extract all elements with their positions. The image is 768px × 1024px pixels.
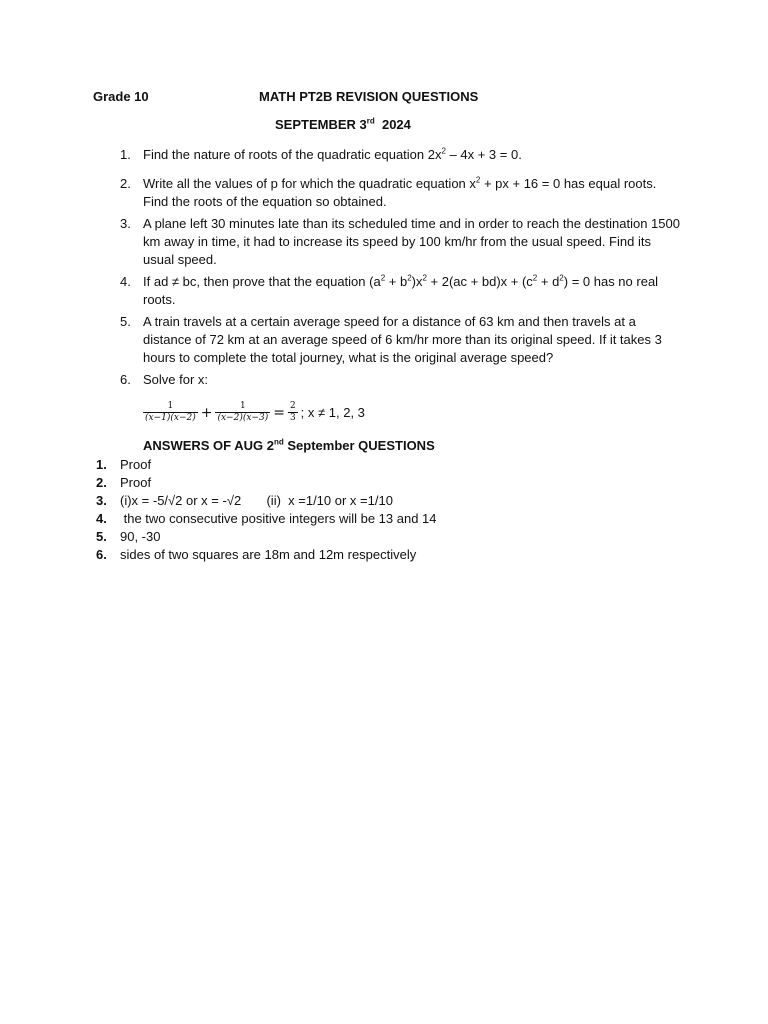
answer-text: Proof bbox=[120, 457, 152, 472]
fraction-denominator: (x−1)(x−2) bbox=[145, 413, 196, 423]
date-superscript: rd bbox=[366, 116, 375, 126]
question-text-part: If ad ≠ bc, then prove that the equation (a bbox=[143, 274, 381, 289]
date-suffix: 2024 bbox=[374, 117, 411, 132]
document-title: MATH PT2B REVISION QUESTIONS bbox=[259, 89, 479, 104]
answers-heading bbox=[143, 438, 435, 453]
question-text-part: – 4x + 3 = 0. bbox=[445, 147, 522, 162]
fraction-numerator: 1 bbox=[167, 401, 174, 411]
question-text bbox=[143, 273, 680, 309]
question-text-part: ) = 0 has no real roots. bbox=[143, 274, 659, 307]
fraction-3 bbox=[288, 401, 298, 424]
superscript: 2 bbox=[475, 175, 481, 185]
fraction-1 bbox=[143, 401, 198, 424]
superscript: 2 bbox=[559, 273, 564, 283]
question-text-part: + b bbox=[385, 274, 408, 289]
equation bbox=[143, 401, 365, 424]
answer-number: 6. bbox=[96, 547, 107, 562]
equation-condition: ; x ≠ 1, 2, 3 bbox=[300, 405, 365, 420]
fraction-numerator: 2 bbox=[289, 401, 296, 411]
question-text: A train travels at a certain average speed for a distance of 63 km and then travels at a distance of 72 km at an average speed of 6 km/hr more than its original speed. If it takes 3 hours to complete the total journey, what is the original average speed? bbox=[143, 314, 662, 365]
answer-number: 3. bbox=[96, 493, 107, 508]
superscript: 2 bbox=[380, 273, 386, 283]
answers-heading-superscript: nd bbox=[273, 437, 284, 447]
question-text-part: Write all the values of p for which the quadratic equation x bbox=[143, 176, 476, 191]
document-date bbox=[275, 117, 411, 132]
question-text bbox=[143, 175, 680, 211]
answers-heading-prefix: ANSWERS OF AUG 2 bbox=[143, 438, 274, 453]
answers-heading-suffix: September QUESTIONS bbox=[283, 438, 435, 453]
answer-number: 5. bbox=[96, 529, 107, 544]
superscript: 2 bbox=[441, 146, 446, 156]
fraction-numerator: 1 bbox=[239, 401, 246, 411]
answer-text: 90, -30 bbox=[120, 529, 161, 544]
question-text-part: )x bbox=[411, 274, 423, 289]
question-number: 2. bbox=[120, 176, 131, 191]
question-text: A plane left 30 minutes late than its scheduled time and in order to reach the destination 1500 km away in time, it had to increase its speed by 100 km/hr from the usual speed. Find its usual speed. bbox=[143, 216, 680, 267]
superscript: 2 bbox=[532, 273, 538, 283]
answer-text: sides of two squares are 18m and 12m respectively bbox=[120, 547, 417, 562]
plus-sign: + bbox=[200, 404, 213, 421]
fraction-2 bbox=[215, 401, 270, 424]
question-number: 3. bbox=[120, 216, 131, 231]
question-number: 4. bbox=[120, 274, 131, 289]
answer-number: 4. bbox=[96, 511, 107, 526]
equals-sign: = bbox=[273, 404, 285, 421]
question-text-part: Find the nature of roots of the quadratic equation 2x bbox=[143, 147, 442, 162]
superscript: 2 bbox=[407, 273, 412, 283]
question-text-part: + 2(ac + bd)x + (c bbox=[426, 274, 533, 289]
question-number: 5. bbox=[120, 314, 131, 329]
fraction-denominator: (x−2)(x−3) bbox=[217, 413, 269, 423]
question-item bbox=[120, 313, 680, 367]
question-item bbox=[120, 273, 680, 309]
question-item bbox=[120, 146, 680, 164]
answer-text: the two consecutive positive integers will be 13 and 14 bbox=[120, 511, 437, 526]
question-item bbox=[120, 371, 680, 389]
question-number: 1. bbox=[120, 147, 131, 162]
answer-text: Proof bbox=[120, 475, 152, 490]
answer-text: (i)x = -5/√2 or x = -√2 (ii) x =1/10 or x =1/10 bbox=[120, 493, 393, 508]
answer-number: 2. bbox=[96, 475, 107, 490]
question-text: Solve for x: bbox=[143, 372, 209, 387]
question-item bbox=[120, 175, 680, 211]
date-prefix: SEPTEMBER 3 bbox=[275, 117, 367, 132]
question-text-part: + px + 16 = 0 has equal roots. Find the roots of the equation so obtained. bbox=[143, 176, 657, 209]
question-item bbox=[120, 215, 680, 269]
question-text-part: + d bbox=[537, 274, 560, 289]
answer-number: 1. bbox=[96, 457, 107, 472]
question-text bbox=[143, 146, 680, 164]
grade-label: Grade 10 bbox=[93, 89, 149, 104]
question-number: 6. bbox=[120, 372, 131, 387]
fraction-denominator: 3 bbox=[289, 413, 296, 423]
superscript: 2 bbox=[422, 273, 427, 283]
